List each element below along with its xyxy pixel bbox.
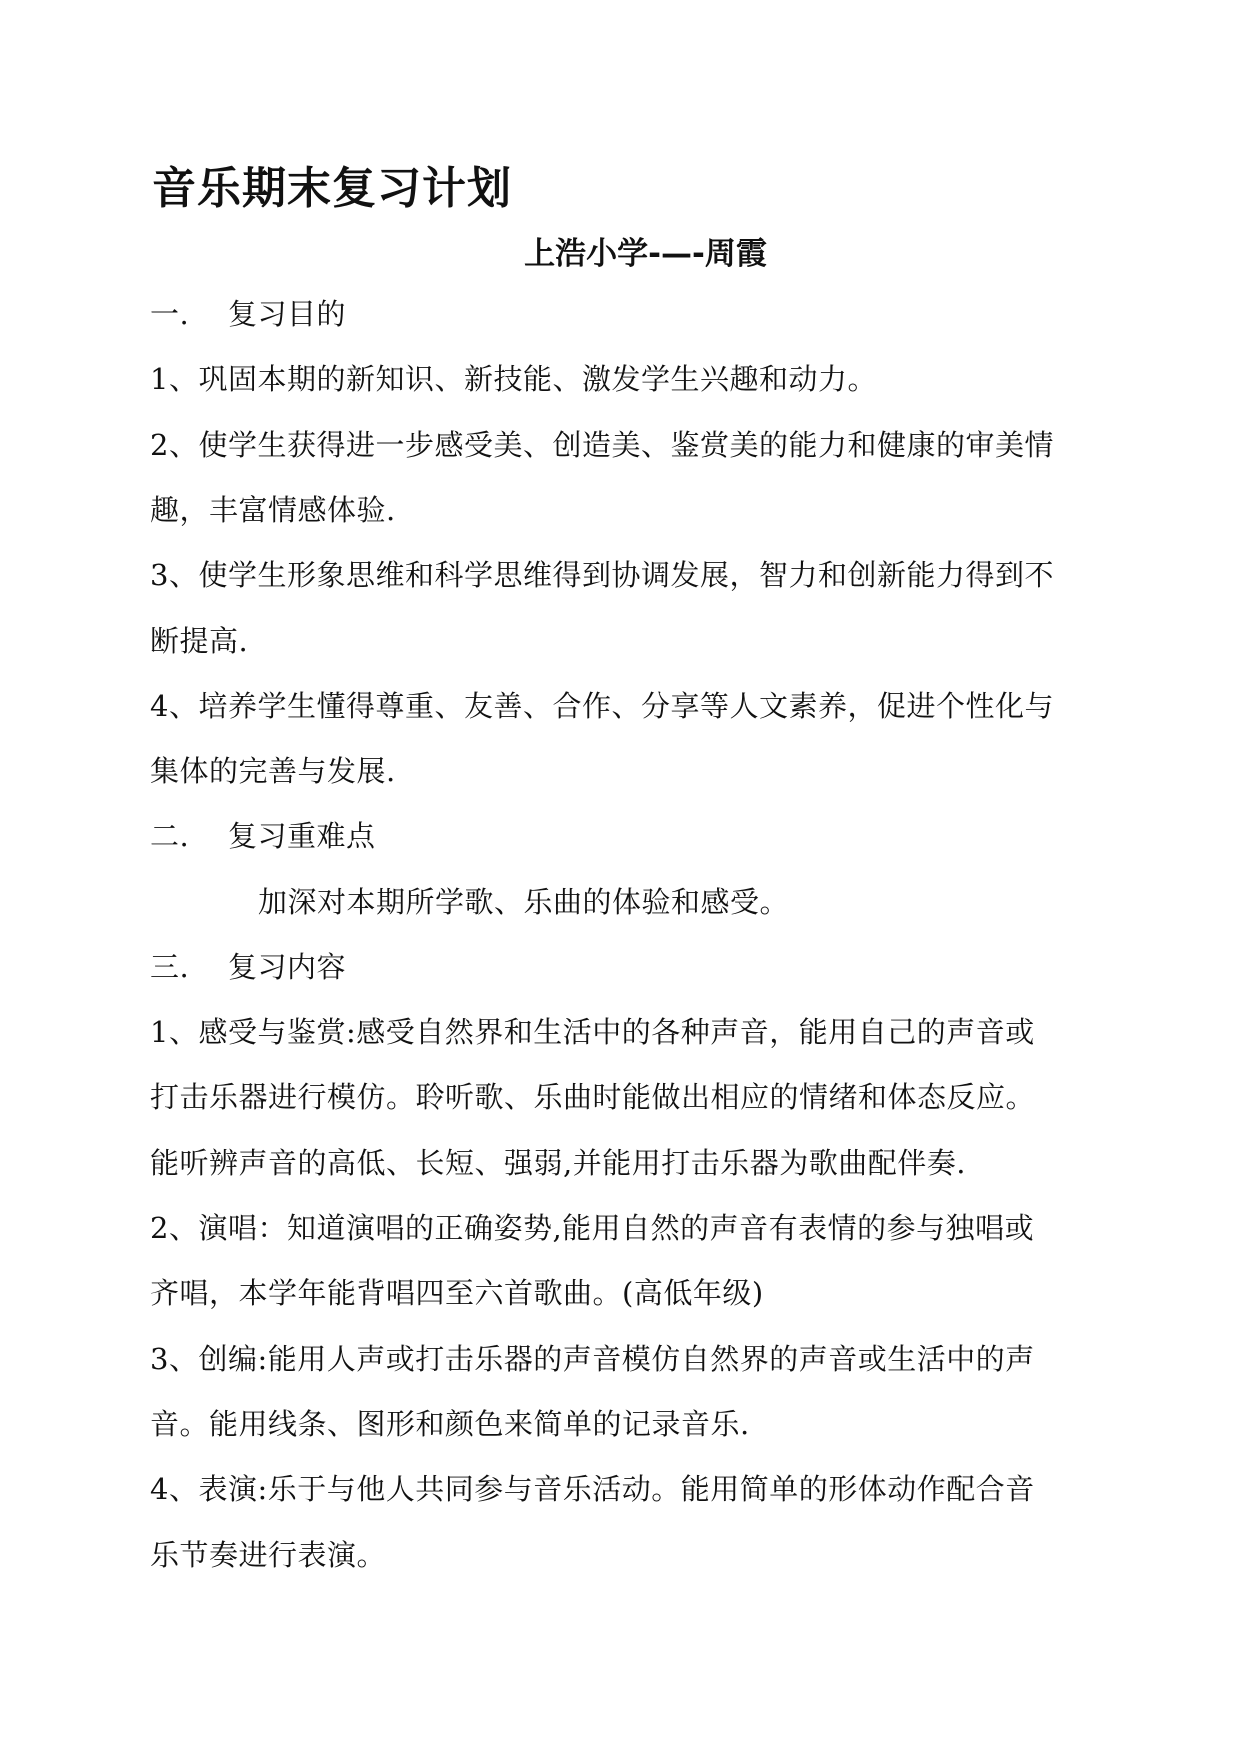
section-number: 三. <box>150 950 190 984</box>
section-heading-3 <box>150 945 346 986</box>
paragraph-line: 打击乐器进行模仿。聆听歌、乐曲时能做出相应的情绪和体态反应。 <box>150 1080 1036 1114</box>
section-title: 复习目的 <box>228 297 347 331</box>
paragraph-line: 1、感受与鉴赏:感受自然界和生活中的各种声音，能用自己的声音或 <box>150 1015 1035 1049</box>
document-author: 上浩小学-—-周霞 <box>524 236 767 272</box>
paragraph-line: 加深对本期所学歌、乐曲的体验和感受。 <box>258 885 790 919</box>
paragraph-line: 4、表演:乐于与他人共同参与音乐活动。能用简单的形体动作配合音 <box>150 1472 1035 1506</box>
section-heading-1 <box>150 292 346 333</box>
section-number: 二. <box>150 819 190 853</box>
paragraph-line: 3、创编:能用人声或打击乐器的声音模仿自然界的声音或生活中的声 <box>150 1342 1035 1376</box>
paragraph-line: 能听辨声音的高低、长短、强弱,并能用打击乐器为歌曲配伴奏. <box>150 1146 966 1180</box>
paragraph-line: 趣，丰富情感体验. <box>150 493 396 527</box>
paragraph-line: 断提高. <box>150 624 249 658</box>
paragraph-line: 齐唱，本学年能背唱四至六首歌曲。(高低年级) <box>150 1276 764 1310</box>
paragraph-line: 乐节奏进行表演。 <box>150 1538 387 1572</box>
paragraph-line: 4、培养学生懂得尊重、友善、合作、分享等人文素养，促进个性化与 <box>150 689 1054 723</box>
paragraph-line: 集体的完善与发展. <box>150 754 396 788</box>
document-title: 音乐期末复习计划 <box>152 163 512 214</box>
paragraph-line: 2、演唱：知道演唱的正确姿势,能用自然的声音有表情的参与独唱或 <box>150 1211 1035 1245</box>
paragraph-line: 2、使学生获得进一步感受美、创造美、鉴赏美的能力和健康的审美情 <box>150 428 1054 462</box>
paragraph-line: 音。能用线条、图形和颜色来简单的记录音乐. <box>150 1407 750 1441</box>
section-number: 一. <box>150 297 190 331</box>
paragraph-line: 3、使学生形象思维和科学思维得到协调发展，智力和创新能力得到不 <box>150 558 1054 592</box>
section-heading-2 <box>150 814 376 855</box>
section-title: 复习重难点 <box>228 819 376 853</box>
section-title: 复习内容 <box>228 950 347 984</box>
paragraph-line: 1、巩固本期的新知识、新技能、激发学生兴趣和动力。 <box>150 362 877 396</box>
